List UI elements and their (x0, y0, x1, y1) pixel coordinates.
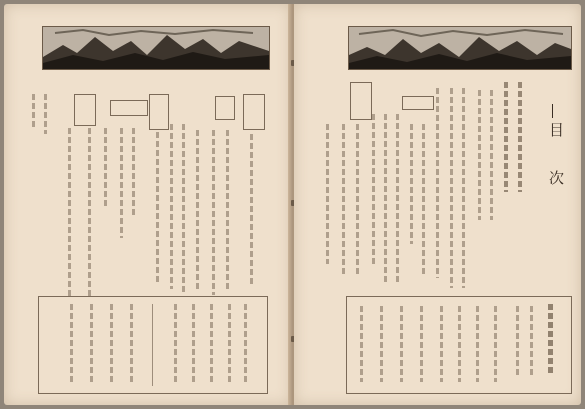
toc-entry (422, 124, 425, 274)
section-label-box (350, 82, 372, 120)
toc-entry (436, 88, 439, 278)
toc-entry (132, 128, 135, 218)
colophon-text (458, 306, 461, 382)
toc-entry (410, 124, 413, 244)
magazine-title (548, 304, 553, 374)
colophon-text (400, 306, 403, 382)
toc-entry (326, 124, 329, 264)
lead-article-title (504, 82, 508, 192)
toc-entry (44, 94, 47, 134)
section-label-box (149, 94, 169, 130)
colophon-text (360, 306, 363, 382)
notice-text (130, 304, 133, 384)
toc-entry (120, 128, 123, 238)
toc-entry (396, 114, 399, 284)
colophon-text (476, 306, 479, 382)
toc-entry (32, 94, 35, 130)
toc-entry (490, 90, 493, 220)
toc-entry (170, 124, 173, 289)
section-label-box (215, 96, 235, 120)
left-page (4, 4, 291, 405)
toc-entry (196, 130, 199, 290)
toc-entry (342, 124, 345, 274)
colophon-text (440, 306, 443, 382)
toc-entry (88, 128, 91, 298)
colophon-text (516, 306, 519, 376)
toc-entry (212, 130, 215, 295)
toc-entry (372, 114, 375, 264)
toc-entry (250, 134, 253, 284)
right-page (294, 4, 581, 405)
notice-text (244, 304, 247, 384)
section-label-box (243, 94, 265, 130)
colophon-text (420, 306, 423, 382)
colophon-text (380, 306, 383, 382)
notice-text (90, 304, 93, 384)
toc-entry (356, 124, 359, 274)
notice-text (70, 304, 73, 384)
toc-entry (384, 114, 387, 284)
colophon-text (494, 306, 497, 382)
toc-entry (478, 90, 481, 220)
notice-text (110, 304, 113, 384)
toc-heading: 目 次 (547, 122, 565, 199)
toc-entry (226, 130, 229, 290)
toc-entry (182, 124, 185, 294)
notice-text (210, 304, 213, 384)
woodcut-banner-illustration (42, 26, 270, 70)
toc-entry (68, 128, 71, 298)
notice-divider (152, 304, 153, 386)
notice-text (192, 304, 195, 384)
toc-entry (104, 128, 107, 208)
section-label-box (110, 100, 148, 116)
toc-entry (462, 88, 465, 288)
lead-article-title (518, 82, 522, 192)
section-label-box (402, 96, 434, 110)
toc-entry (450, 88, 453, 288)
woodcut-banner-illustration (348, 26, 572, 70)
notice-text (228, 304, 231, 384)
heading-ornament (552, 104, 553, 118)
colophon-text (530, 306, 533, 376)
toc-entry (156, 132, 159, 282)
notice-text (174, 304, 177, 384)
section-label-box (74, 94, 96, 126)
